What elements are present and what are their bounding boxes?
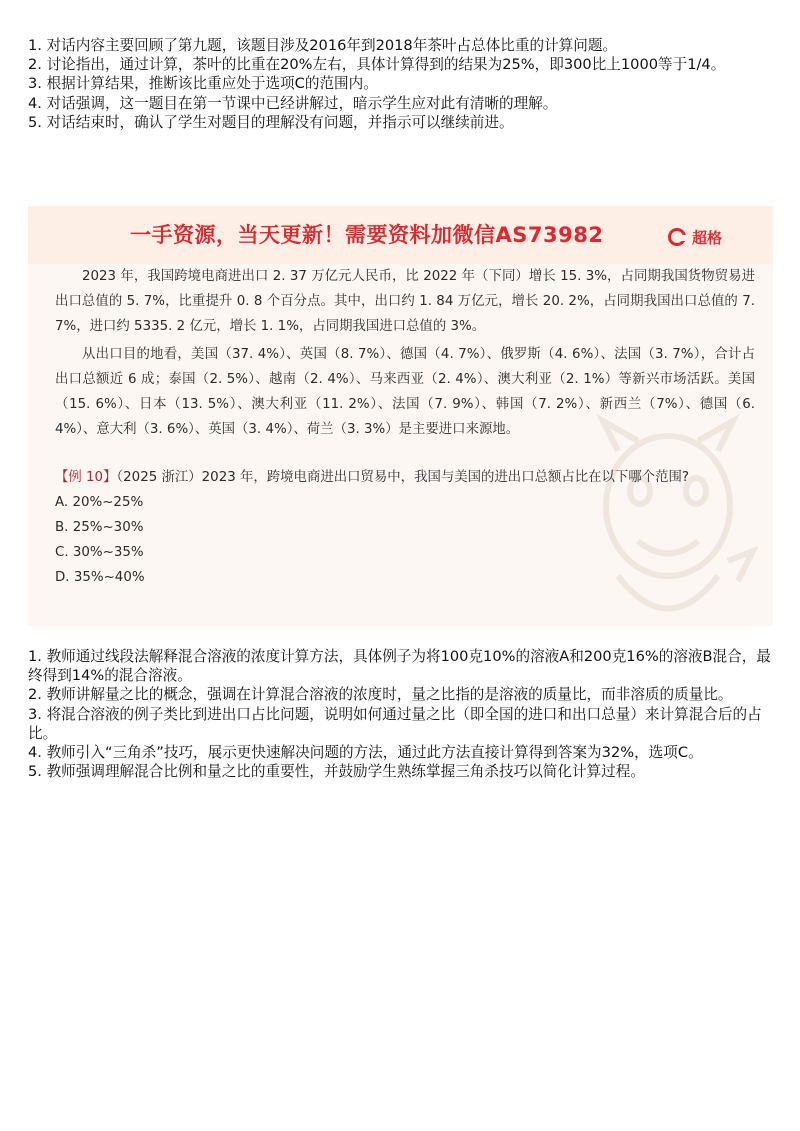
note-item: 1. 教师通过线段法解释混合溶液的浓度计算方法，具体例子为将100克10%的溶液A和200克16%的溶液B混合，最终得到14%的混合溶液。 bbox=[28, 648, 771, 685]
option-b: B. 25%~30% bbox=[55, 520, 144, 535]
logo-icon bbox=[668, 228, 686, 246]
mascot-watermark-icon bbox=[578, 411, 758, 626]
note-item: 5. 对话结束时，确认了学生对题目的理解没有问题，并指示可以继续前进。 bbox=[28, 113, 514, 131]
question-stem bbox=[55, 465, 770, 490]
note-item: 4. 教师引入“三角杀”技巧，展示更快速解决问题的方法，通过此方法直接计算得到答案为32%，选项C。 bbox=[28, 744, 703, 762]
note-item: 4. 对话强调，这一题目在第一节课中已经讲解过，暗示学生应对此有清晰的理解。 bbox=[28, 94, 558, 112]
passage-paragraph-2: 从出口目的地看，美国（37. 4%）、英国（8. 7%）、德国（4. 7%）、俄罗斯（4. 6%）、法国（3. 7%），合计占出口总额近 6 成；泰国（2. 5%）、越南（2. 4%）、马来西亚（2. 4%）、澳大利亚（2. 1%）等新兴市场活跃。美国（15. 6%）、日本（13. 5%）、澳大利亚（11. 2%）、法国（7. 9%）、韩国（7. 2%）、新西兰（7%）、德国（6. 4%）、意大利（3. 6%）、英国（3. 4%）、荷兰（3. 3%）是主要进口来源地。 bbox=[55, 347, 755, 437]
ad-banner bbox=[28, 206, 773, 264]
note-item: 2. 教师讲解量之比的概念，强调在计算混合溶液的浓度时，量之比指的是溶液的质量比，而非溶质的质量比。 bbox=[28, 686, 733, 704]
question-image-panel bbox=[28, 206, 773, 626]
logo-text: 超格 bbox=[692, 228, 723, 247]
option-a: A. 20%~25% bbox=[55, 495, 144, 510]
question-tag: 【例 10】 bbox=[55, 470, 117, 485]
option-d: D. 35%~40% bbox=[55, 570, 145, 585]
note-item: 1. 对话内容主要回顾了第九题，该题目涉及2016年到2018年茶叶占总体比重的计算问题。 bbox=[28, 37, 618, 54]
note-item: 5. 教师强调理解混合比例和量之比的重要性，并鼓励学生熟练掌握三角杀技巧以简化计算过程。 bbox=[28, 763, 645, 781]
answer-options bbox=[55, 490, 145, 590]
summary-notes-bottom bbox=[28, 647, 774, 781]
banner-text: 一手资源，当天更新！需要资料加微信AS73982 bbox=[130, 223, 604, 247]
question-text: （2025 浙江）2023 年，跨境电商进出口贸易中，我国与美国的进出口总额占比在以下哪个范围? bbox=[116, 470, 689, 485]
brand-logo bbox=[668, 226, 722, 248]
note-item: 2. 讨论指出，通过计算，茶叶的比重在20%左右，具体计算得到的结果为25%，即300比上1000等于1/4。 bbox=[28, 56, 726, 74]
summary-notes-top bbox=[28, 36, 778, 132]
note-item: 3. 根据计算结果，推断该比重应处于选项C的范围内。 bbox=[28, 75, 378, 93]
note-item: 3. 将混合溶液的例子类比到进出口占比问题，说明如何通过量之比（即全国的进口和出口总量）来计算混合后的占比。 bbox=[28, 705, 762, 742]
passage-paragraph-1: 2023 年，我国跨境电商进出口 2. 37 万亿元人民币，比 2022 年（下同）增长 15. 3%，占同期我国货物贸易进出口总值的 5. 7%，比重提升 0. 8 个百分点。其中，出口约 1. 84 万亿元，增长 20. 2%，占同期我国出口总值的 7. 7%，进口约 5335. 2 亿元，增长 1. 1%，占同期我国进口总值的 3%。 bbox=[55, 269, 755, 334]
option-c: C. 30%~35% bbox=[55, 545, 144, 560]
